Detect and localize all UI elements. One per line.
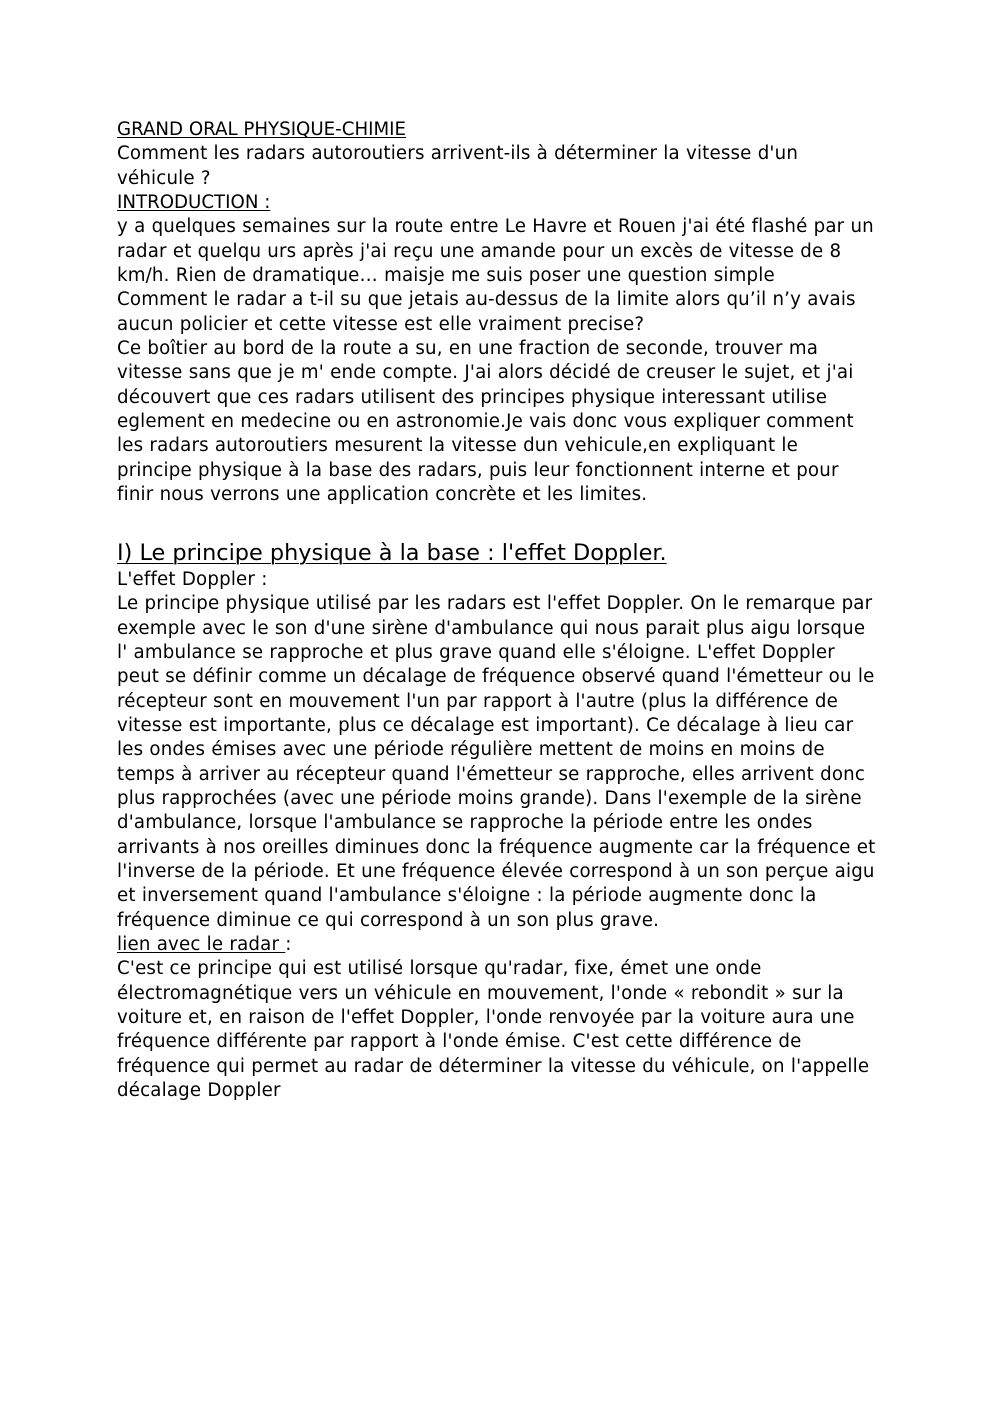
section-1-heading xyxy=(117,538,879,568)
intro-paragraph-2: Comment le radar a t-il su que jetais au-dessus de la limite alors qu’il n’y avais aucun policier et cette vitesse est elle vraiment precise? xyxy=(117,289,862,335)
lien-paragraph: C'est ce principe qui est utilisé lorsque qu'radar, fixe, émet une onde électromagnétique vers un véhicule en mouvement, l'onde « rebondit » sur la voiture et, en raison de l'effet Doppler, l'onde renvoyée par la voiture aura une fréquence différente par rapport à l'onde émise. C'est cette différence de fréquence qui permet au radar de déterminer la vitesse du véhicule, on l'appelle décalage Doppler xyxy=(117,958,876,1102)
subheading-lien-avec-le-radar xyxy=(117,933,879,957)
introduction-heading-text: INTRODUCTION : xyxy=(117,192,271,214)
paragraph-spacer xyxy=(117,508,879,532)
document-title xyxy=(117,118,879,142)
section-1-heading-text: I) Le principe physique à la base : l'effet Doppler. xyxy=(117,539,667,566)
intro-paragraph-1: y a quelques semaines sur la route entre Le Havre et Rouen j'ai été flashé par un radar et quelqu urs après j'ai reçu une amande pour un excès de vitesse de 8 km/h. Rien de dramatique… maisje me suis poser une question simple xyxy=(117,216,881,287)
doppler-paragraph: Le principe physique utilisé par les radars est l'effet Doppler. On le remarque par exemple avec le son d'une sirène d'ambulance qui nous parait plus aigu lorsque l' ambulance se rapproche et plus grave quand elle s'éloigne. L'effet Doppler peut se définir comme un décalage de fréquence observé quand l'émetteur ou le récepteur sont en mouvement l'un par rapport à l'autre (plus la différence de vitesse est importante, plus ce décalage est important). Ce décalage à lieu car les ondes émises avec une période régulière mettent de moins en moins de temps à arriver au récepteur quand l'émetteur se rapproche, elles arrivent donc plus rapprochées (avec une période moins grande). Dans l'exemple de la sirène d'ambulance, lorsque l'ambulance se rapproche la période entre les ondes arrivants à nos oreilles diminues donc la fréquence augmente car la fréquence et l'inverse de la période. Et une fréquence élevée correspond à un son perçue aigu et inversement quand l'ambulance s'éloigne : la période augmente donc la fréquence diminue ce qui correspond à un son plus grave. xyxy=(117,593,882,931)
subheading-lien-underlined-text: lien avec le radar xyxy=(117,934,286,955)
subheading-lien-colon: : xyxy=(285,934,292,955)
intro-paragraph-3: Ce boîtier au bord de la route a su, en une fraction de seconde, trouver ma vitesse sans que je m' ende compte. J'ai alors décidé de creuser le sujet, et j'ai découvert que ces radars utilisent des principes physique interessant utilise eglement en medecine ou en astronomie.Je vais donc vous expliquer comment les radars autoroutiers mesurent la vitesse dun vehicule,en expliquant le principe physique à la base des radars, puis leur fonctionnent interne et pour finir nous verrons une application concrète et les limites. xyxy=(117,338,860,506)
document-body xyxy=(117,118,882,1103)
subheading-effet-doppler: L'effet Doppler : xyxy=(117,568,268,590)
introduction-heading xyxy=(117,191,879,215)
document-title-text: GRAND ORAL PHYSIQUE-CHIMIE xyxy=(117,119,407,140)
subject-question: Comment les radars autoroutiers arrivent-ils à déterminer la vitesse d'un véhicule ? xyxy=(117,143,805,189)
